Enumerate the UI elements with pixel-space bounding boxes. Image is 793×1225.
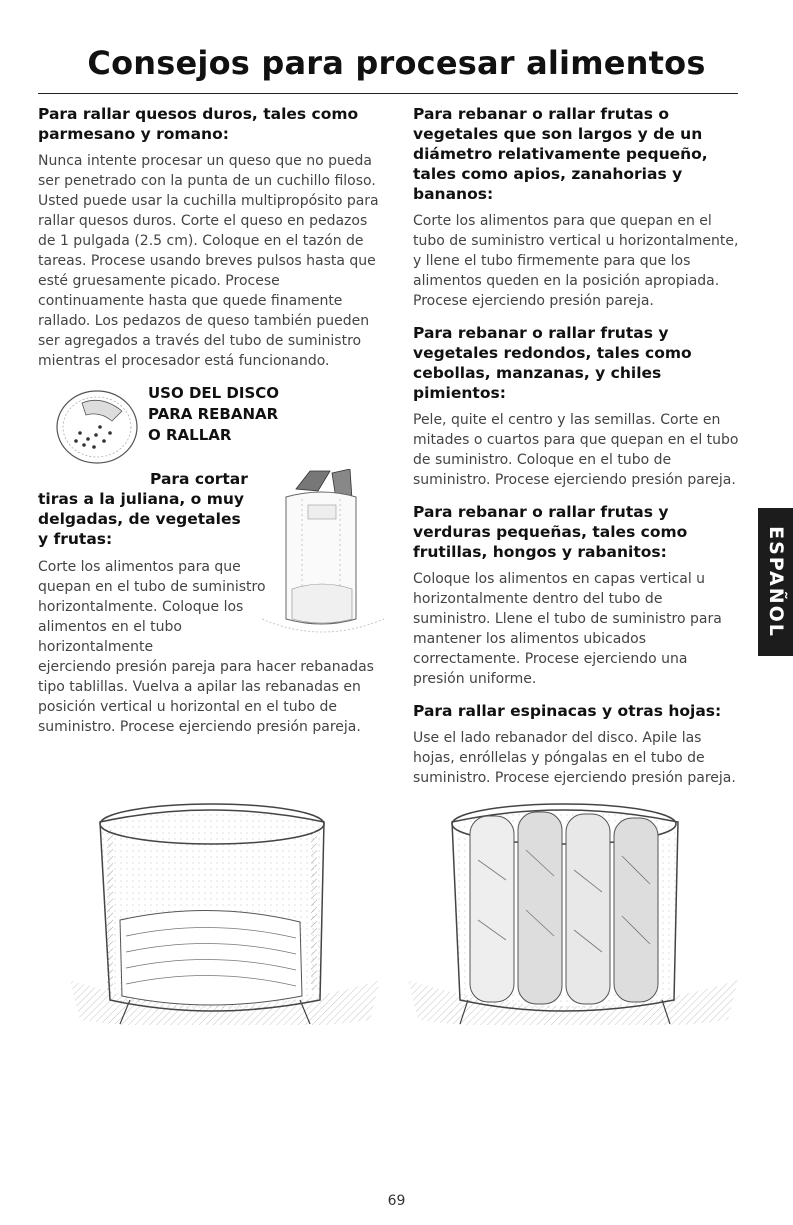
disc-label-line1: USO DEL DISCO	[148, 384, 280, 402]
juliana-body-wide: ejerciendo presión pareja para hacer rebanadas tipo tablillas. Vuelva a apilar las rebanadas en posición vertical u horizontal en el tubo de suministro. Procese ejerciendo presión pareja.	[38, 659, 374, 735]
page-title: Consejos para procesar alimentos	[87, 44, 706, 82]
pequenas-body: Coloque los alimentos en capas vertical u horizontalmente dentro del tubo de suministro. Llene el tubo de suministro para mantener los alimentos ubicados correctamente. Procese ejerciendo una presión uniforme.	[413, 571, 722, 687]
section-quesos	[38, 104, 384, 371]
pequenas-heading: Para rebanar o rallar frutas y verduras pequeñas, tales como frutillas, hongos y rabanitos:	[413, 503, 688, 561]
disc-label-line3: O RALLAR	[148, 426, 232, 444]
juliana-heading-line4: y frutas:	[38, 530, 113, 548]
juliana-heading-line2: tiras a la juliana, o muy	[38, 490, 245, 508]
redondos-body: Pele, quite el centro y las semillas. Corte en mitades o cuartos para que quepan en el tubo de suministro. Coloque en el tubo de suministro. Procese ejerciendo presión pareja.	[413, 412, 739, 488]
espinacas-heading: Para rallar espinacas y otras hojas:	[413, 702, 722, 720]
section-juliana	[38, 469, 384, 737]
section-pequenas	[413, 502, 743, 689]
title-rule	[38, 93, 738, 94]
page-number: 69	[387, 1193, 406, 1209]
feed-tube-illustration	[252, 469, 392, 654]
disc-label-line2: PARA REBANAR	[148, 405, 279, 423]
largos-body: Corte los alimentos para que quepan en el tubo de suministro vertical u horizontalmente, y llene el tubo firmemente para que los alimentos queden en la posición apropiada. Procese ejerciendo presión pareja.	[413, 213, 739, 309]
redondos-heading: Para rebanar o rallar frutas y vegetales redondos, tales como cebollas, manzanas, y chiles pimientos:	[413, 324, 692, 402]
espinacas-body: Use el lado rebanador del disco. Apile las hojas, enróllelas y póngalas en el tubo de suministro. Procese ejerciendo presión pareja.	[413, 730, 736, 786]
left-column	[38, 104, 384, 749]
quesos-heading: Para rallar quesos duros, tales como parmesano y romano:	[38, 105, 359, 143]
juliana-heading-line1: Para cortar	[150, 470, 248, 488]
language-tab	[758, 508, 793, 656]
quesos-body: Nunca intente procesar un queso que no pueda ser penetrado con la punta de un cuchillo filoso. Usted puede usar la cuchilla multipropósito para rallar quesos duros. Corte el queso en pedazos de 1 pulgada (2.5 cm). Coloque en el tazón de tareas. Procese usando breves pulsos hasta que esté gruesamente picado. Procese continuamente hasta que quede finamente rallado. Los pedazos de queso también pueden ser agregados a través del tubo de suministro mientras el procesador está funcionando.	[38, 153, 379, 369]
right-column	[413, 104, 743, 800]
disc-block	[38, 383, 384, 469]
section-redondos	[413, 323, 743, 490]
disc-label	[148, 383, 348, 446]
julienne-tube-illustration	[70, 800, 380, 1025]
slicing-disc-icon	[52, 383, 142, 467]
section-espinacas	[413, 701, 743, 788]
vegetables-tube-illustration	[408, 800, 738, 1025]
largos-heading: Para rebanar o rallar frutas o vegetales que son largos y de un diámetro relativamente pequeño, tales como apios, zanahorias y bananos:	[413, 105, 708, 203]
juliana-body-narrow: Corte los alimentos para que quepan en el tubo de suministro horizontalmente. Coloque los alimentos en el tubo horizontalmente	[38, 559, 266, 655]
section-largos	[413, 104, 743, 311]
juliana-heading-line3: delgadas, de vegetales	[38, 510, 241, 528]
language-tab-label: ESPAÑOL	[764, 526, 787, 638]
